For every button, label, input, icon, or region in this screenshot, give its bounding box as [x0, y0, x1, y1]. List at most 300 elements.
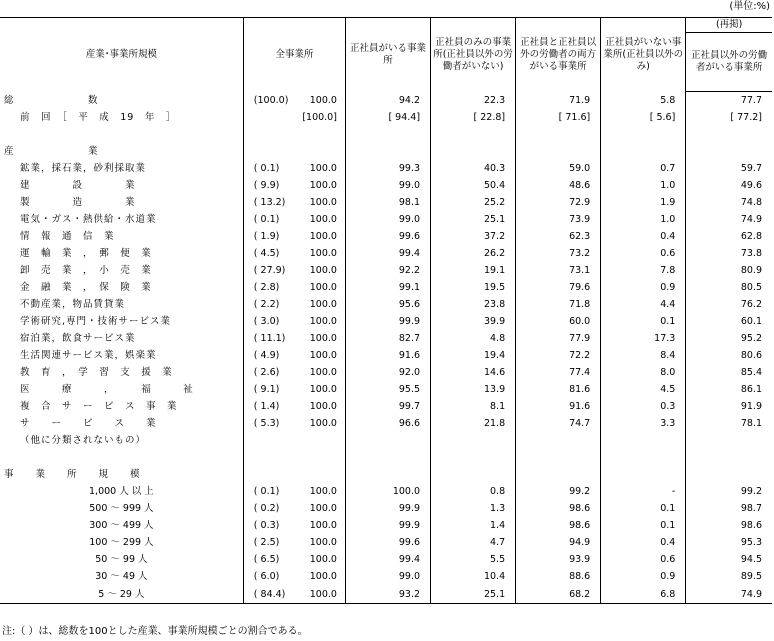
row-share	[243, 432, 293, 449]
row-label-text: 50 ～ 99 人	[95, 554, 148, 565]
row-share: ( 0.2)	[253, 503, 280, 514]
row-label	[0, 245, 243, 262]
row-label	[0, 262, 243, 279]
row-both: 48.6	[516, 177, 601, 194]
row-all-establishments: 100.0	[293, 279, 345, 296]
header-only-regular: 正社員のみの事業所(正社員以外の労働者がいない)	[431, 18, 516, 92]
row-only-regular: 8.1	[431, 398, 516, 415]
row-all-establishments: 100.0	[293, 398, 345, 415]
table-row	[0, 483, 772, 500]
row-all-establishments: 100.0	[293, 364, 345, 381]
row-label	[0, 364, 243, 381]
row-share	[243, 449, 293, 466]
row-no-regular: 17.3	[601, 330, 686, 347]
statistics-table	[0, 17, 772, 604]
row-all-establishments: 100.0	[293, 347, 345, 364]
row-non-regular: 89.5	[740, 571, 762, 582]
row-no-regular: 0.3	[601, 398, 686, 415]
row-share: ( 6.0)	[253, 571, 280, 582]
row-all-establishments: 100.0	[293, 551, 345, 568]
row-all-establishments: 100.0	[293, 517, 345, 534]
table-row	[0, 449, 772, 466]
row-no-regular: 0.9	[601, 568, 686, 585]
row-share: ( 2.8)	[253, 282, 280, 293]
row-label-text: 300 ～ 499 人	[89, 520, 154, 531]
row-both	[516, 449, 601, 466]
table-row	[0, 177, 772, 194]
row-with-regular: 99.0	[345, 568, 430, 585]
row-share: ( 1.9)	[253, 231, 280, 242]
row-non-regular: 77.7	[740, 95, 762, 106]
row-both: 94.9	[516, 534, 601, 551]
row-both	[516, 143, 601, 160]
row-both: 73.1	[516, 262, 601, 279]
row-only-regular: 39.9	[431, 313, 516, 330]
row-label	[0, 415, 243, 432]
row-all-establishments: 100.0	[293, 415, 345, 432]
row-label-text: 100 ～ 299 人	[89, 537, 154, 548]
header-with-regular: 正社員がいる事業所	[345, 18, 430, 92]
row-label-text: 500 ～ 999 人	[89, 503, 154, 514]
row-non-regular: 80.9	[740, 265, 762, 276]
row-all-establishments	[293, 466, 345, 483]
row-both: 81.6	[516, 381, 601, 398]
row-label-text: 事 業 所 規 模	[4, 469, 141, 480]
row-all-establishments: 100.0	[293, 483, 345, 500]
row-non-regular	[686, 143, 772, 160]
table-row	[0, 109, 772, 126]
row-label-text: 1,000 人 以 上	[89, 486, 154, 497]
row-non-regular: 74.9	[686, 585, 772, 604]
row-all-establishments: 100.0	[293, 381, 345, 398]
row-all-establishments: 100.0	[293, 585, 345, 604]
row-only-regular: 23.8	[431, 296, 516, 313]
row-label	[0, 126, 243, 143]
row-non-regular: 74.9	[740, 214, 762, 225]
row-only-regular	[431, 466, 516, 483]
row-label	[0, 483, 243, 500]
row-non-regular: [ 77.2]	[730, 112, 762, 123]
row-with-regular	[345, 449, 430, 466]
row-with-regular: 82.7	[345, 330, 430, 347]
row-with-regular: 91.6	[345, 347, 430, 364]
row-with-regular: 99.1	[345, 279, 430, 296]
row-non-regular: 86.1	[740, 384, 762, 395]
row-no-regular: 1.0	[601, 177, 686, 194]
row-both: 73.2	[516, 245, 601, 262]
row-with-regular: 99.0	[345, 177, 430, 194]
row-label-text: 金 融 業 ， 保 険 業	[20, 282, 152, 293]
row-only-regular: 19.1	[431, 262, 516, 279]
row-both: 60.0	[516, 313, 601, 330]
row-with-regular: 98.1	[345, 194, 430, 211]
row-label	[0, 500, 243, 517]
row-both: [ 71.6]	[516, 109, 601, 126]
row-label-text: サ ー ビ ス 業	[20, 418, 157, 429]
row-only-regular: 0.8	[431, 483, 516, 500]
header-non-regular: 正社員以外の労働者がいる事業所	[686, 33, 772, 92]
row-both: 88.6	[516, 568, 601, 585]
row-label-text: 30 ～ 49 人	[95, 571, 148, 582]
row-no-regular: 0.6	[601, 551, 686, 568]
row-share: ( 0.1)	[253, 486, 280, 497]
row-both	[516, 466, 601, 483]
row-only-regular: 22.3	[431, 92, 516, 110]
row-with-regular	[345, 466, 430, 483]
row-label-text: 卸 売 業 ， 小 売 業	[20, 265, 152, 276]
row-with-regular: 99.9	[345, 313, 430, 330]
row-label	[0, 568, 243, 585]
row-no-regular	[601, 126, 686, 143]
row-label-text: 5 ～ 29 人	[98, 588, 145, 600]
row-both: 74.7	[516, 415, 601, 432]
row-no-regular	[601, 432, 686, 449]
row-label	[0, 534, 243, 551]
row-no-regular: 8.4	[601, 347, 686, 364]
table-row	[0, 126, 772, 143]
row-label	[0, 432, 243, 449]
table-row	[0, 330, 772, 347]
row-both: 77.4	[516, 364, 601, 381]
row-label-text: 総 数	[4, 94, 99, 106]
table-row	[0, 262, 772, 279]
row-no-regular: 5.8	[601, 92, 686, 110]
row-label	[0, 92, 243, 110]
row-both: 79.6	[516, 279, 601, 296]
table-row	[0, 92, 772, 110]
row-no-regular: 0.1	[601, 313, 686, 330]
row-share: ( 5.3)	[253, 418, 280, 429]
row-non-regular: 76.2	[740, 299, 762, 310]
row-share: ( 4.9)	[253, 350, 280, 361]
row-no-regular	[601, 449, 686, 466]
row-only-regular	[431, 143, 516, 160]
row-with-regular: 99.4	[345, 245, 430, 262]
row-share: ( 13.2)	[253, 197, 286, 208]
row-with-regular: 99.9	[345, 517, 430, 534]
row-all-establishments: 100.0	[293, 92, 345, 110]
row-no-regular: 0.4	[601, 228, 686, 245]
row-label	[0, 381, 243, 398]
row-non-regular	[686, 126, 772, 143]
row-with-regular: 99.0	[345, 211, 430, 228]
row-both: 99.2	[516, 483, 601, 500]
row-non-regular: 59.7	[740, 163, 762, 174]
row-share: ( 11.1)	[253, 333, 286, 344]
table-row	[0, 517, 772, 534]
row-with-regular: 92.2	[345, 262, 430, 279]
row-all-establishments: 100.0	[293, 500, 345, 517]
row-label-text: 学術研究,専門・技術サービス業	[20, 316, 172, 327]
row-with-regular: 95.5	[345, 381, 430, 398]
row-label-text: 生活関連サービス業，娯楽業	[20, 350, 157, 361]
table-row	[0, 585, 772, 604]
row-only-regular	[431, 449, 516, 466]
row-no-regular: 3.3	[601, 415, 686, 432]
row-only-regular: 4.7	[431, 534, 516, 551]
row-non-regular: 62.8	[740, 231, 762, 242]
header-industry-size: 産業･事業所規模	[0, 18, 243, 92]
row-non-regular: 95.3	[740, 537, 762, 548]
table-row	[0, 364, 772, 381]
row-only-regular: 21.8	[431, 415, 516, 432]
row-no-regular: 0.1	[601, 517, 686, 534]
row-both: 72.2	[516, 347, 601, 364]
row-only-regular: 25.1	[431, 585, 516, 604]
row-label	[0, 177, 243, 194]
row-no-regular: 0.4	[601, 534, 686, 551]
table-row	[0, 347, 772, 364]
row-no-regular	[601, 143, 686, 160]
row-label	[0, 398, 243, 415]
row-only-regular: 5.5	[431, 551, 516, 568]
row-no-regular: 1.9	[601, 194, 686, 211]
row-share	[243, 126, 293, 143]
row-label	[0, 466, 243, 483]
row-share: ( 9.1)	[253, 384, 280, 395]
row-only-regular: 25.1	[431, 211, 516, 228]
row-all-establishments: 100.0	[293, 194, 345, 211]
table-row	[0, 432, 772, 449]
header-both: 正社員と正社員以外の労働者の両方がいる事業所	[516, 18, 601, 92]
row-non-regular: 49.6	[740, 180, 762, 191]
row-label	[0, 143, 243, 160]
row-both: 59.0	[516, 160, 601, 177]
table-row	[0, 313, 772, 330]
row-both: 93.9	[516, 551, 601, 568]
row-label-text: 複 合 サ ー ビ ス 事 業	[20, 401, 178, 412]
row-with-regular	[345, 143, 430, 160]
row-non-regular: 80.5	[740, 282, 762, 293]
row-no-regular: 7.8	[601, 262, 686, 279]
row-label	[0, 211, 243, 228]
row-both: 91.6	[516, 398, 601, 415]
row-label-text: 前 回 ［ 平 成 19 年 ］	[20, 112, 177, 123]
row-with-regular: 99.3	[345, 160, 430, 177]
row-no-regular	[601, 466, 686, 483]
row-share: ( 9.9)	[253, 180, 280, 191]
row-only-regular: 4.8	[431, 330, 516, 347]
unit-label: (単位:%)	[729, 1, 770, 12]
row-only-regular: 40.3	[431, 160, 516, 177]
row-only-regular: 1.3	[431, 500, 516, 517]
row-label-text: 建 設 業	[20, 180, 136, 191]
row-label-text: 産 業	[4, 146, 99, 157]
table-row	[0, 415, 772, 432]
row-no-regular: 0.7	[601, 160, 686, 177]
row-with-regular: 99.6	[345, 534, 430, 551]
row-no-regular: 0.6	[601, 245, 686, 262]
row-non-regular: 60.1	[740, 316, 762, 327]
row-with-regular: 94.2	[345, 92, 430, 110]
row-with-regular: 100.0	[345, 483, 430, 500]
row-share: ( 0.1)	[253, 214, 280, 225]
table-row	[0, 534, 772, 551]
row-no-regular: 1.0	[601, 211, 686, 228]
row-label-text: 宿泊業，飲食サービス業	[20, 333, 136, 344]
row-non-regular: 99.2	[740, 486, 762, 497]
row-both: 72.9	[516, 194, 601, 211]
row-label-text: 電気・ガス・熱供給・水道業	[20, 214, 157, 225]
row-both: 71.8	[516, 296, 601, 313]
row-both: 73.9	[516, 211, 601, 228]
row-with-regular: 96.6	[345, 415, 430, 432]
row-with-regular: 93.2	[345, 585, 430, 604]
row-non-regular: 85.4	[740, 367, 762, 378]
row-label	[0, 194, 243, 211]
row-only-regular: [ 22.8]	[431, 109, 516, 126]
row-all-establishments: 100.0	[293, 160, 345, 177]
row-only-regular: 13.9	[431, 381, 516, 398]
row-with-regular	[345, 126, 430, 143]
table-body	[0, 92, 772, 604]
row-label	[0, 160, 243, 177]
row-share: ( 3.0)	[253, 316, 280, 327]
row-label-text: 鉱業，採石業，砂利採取業	[20, 163, 147, 174]
row-both: 71.9	[516, 92, 601, 110]
row-non-regular: 80.6	[740, 350, 762, 361]
row-both: 77.9	[516, 330, 601, 347]
table-row	[0, 296, 772, 313]
row-label	[0, 228, 243, 245]
row-all-establishments: 100.0	[293, 296, 345, 313]
row-share: ( 27.9)	[253, 265, 286, 276]
row-no-regular: 6.8	[601, 585, 686, 604]
row-all-establishments: 100.0	[293, 262, 345, 279]
row-non-regular	[686, 449, 772, 466]
row-share: ( 84.4)	[243, 585, 293, 604]
row-with-regular: 99.6	[345, 228, 430, 245]
row-all-establishments	[293, 432, 345, 449]
row-both	[516, 432, 601, 449]
row-all-establishments: 100.0	[293, 330, 345, 347]
row-non-regular	[686, 432, 772, 449]
footnote: 注:（ ）は、総数を100とした産業、事業所規模ごとの割合である。	[2, 626, 308, 637]
row-share: ( 2.5)	[253, 537, 280, 548]
table-row	[0, 381, 772, 398]
table-row	[0, 500, 772, 517]
row-no-regular: 0.9	[601, 279, 686, 296]
row-label-text: 製 造 業	[20, 197, 136, 208]
row-label	[0, 279, 243, 296]
row-label-text: 運 輸 業 ， 郵 便 業	[20, 248, 152, 259]
row-both: 68.2	[516, 585, 601, 604]
row-share: ( 6.5)	[253, 554, 280, 565]
row-no-regular: 0.1	[601, 500, 686, 517]
row-only-regular: 10.4	[431, 568, 516, 585]
row-share: ( 2.6)	[253, 367, 280, 378]
table-row	[0, 398, 772, 415]
row-all-establishments: 100.0	[293, 228, 345, 245]
row-non-regular: 91.9	[740, 401, 762, 412]
table-row	[0, 245, 772, 262]
header-no-regular: 正社員がいない事業所(正社員以外のみ)	[601, 18, 686, 92]
header-saikei: (再掲)	[686, 18, 772, 33]
row-non-regular: 78.1	[740, 418, 762, 429]
table-row	[0, 568, 772, 585]
row-with-regular: 92.0	[345, 364, 430, 381]
row-share	[243, 109, 293, 126]
row-share: (100.0)	[253, 94, 289, 106]
row-label-text: 医 療 ， 福 祉	[20, 384, 194, 395]
row-only-regular: 1.4	[431, 517, 516, 534]
row-label	[0, 313, 243, 330]
row-share	[243, 143, 293, 160]
row-share: ( 0.3)	[253, 520, 280, 531]
row-only-regular: 37.2	[431, 228, 516, 245]
row-label	[0, 449, 243, 466]
row-both: 98.6	[516, 517, 601, 534]
row-label-text: 不動産業，物品賃貸業	[20, 299, 126, 310]
row-non-regular	[686, 466, 772, 483]
row-label-text: （他に分類されないもの）	[20, 435, 147, 446]
row-no-regular: [ 5.6]	[601, 109, 686, 126]
row-with-regular: 95.6	[345, 296, 430, 313]
row-share: ( 0.1)	[253, 163, 280, 174]
row-label	[0, 517, 243, 534]
row-label-text: 教 育 ， 学 習 支 援 業	[20, 367, 173, 378]
row-all-establishments	[293, 143, 345, 160]
row-only-regular	[431, 432, 516, 449]
row-label	[0, 296, 243, 313]
row-no-regular: 4.5	[601, 381, 686, 398]
row-all-establishments: 100.0	[293, 313, 345, 330]
row-only-regular: 19.4	[431, 347, 516, 364]
row-share: ( 4.5)	[253, 248, 280, 259]
table-row	[0, 466, 772, 483]
table-header	[0, 18, 772, 92]
row-with-regular	[345, 432, 430, 449]
table-row	[0, 279, 772, 296]
table-row	[0, 228, 772, 245]
row-all-establishments: 100.0	[293, 534, 345, 551]
row-only-regular: 50.4	[431, 177, 516, 194]
row-all-establishments	[293, 449, 345, 466]
row-non-regular: 95.2	[740, 333, 762, 344]
row-non-regular: 73.8	[740, 248, 762, 259]
row-with-regular: 99.7	[345, 398, 430, 415]
table-row	[0, 194, 772, 211]
row-share: ( 2.2)	[253, 299, 280, 310]
row-label	[0, 551, 243, 568]
row-only-regular	[431, 126, 516, 143]
row-label	[0, 347, 243, 364]
table-row	[0, 551, 772, 568]
row-only-regular: 14.6	[431, 364, 516, 381]
row-both: 98.6	[516, 500, 601, 517]
table-row	[0, 211, 772, 228]
row-all-establishments: 100.0	[293, 177, 345, 194]
row-with-regular: [ 94.4]	[345, 109, 430, 126]
row-only-regular: 26.2	[431, 245, 516, 262]
row-label	[0, 109, 243, 126]
row-label	[0, 330, 243, 347]
row-label	[0, 585, 243, 604]
row-both: 62.3	[516, 228, 601, 245]
row-share	[243, 466, 293, 483]
row-share: ( 1.4)	[253, 401, 280, 412]
row-non-regular: 94.5	[740, 554, 762, 565]
row-with-regular: 99.4	[345, 551, 430, 568]
row-non-regular: 98.6	[740, 520, 762, 531]
row-all-establishments	[293, 126, 345, 143]
row-both	[516, 126, 601, 143]
table-row	[0, 143, 772, 160]
table-row	[0, 160, 772, 177]
row-label-text: 情 報 通 信 業	[20, 231, 115, 242]
row-no-regular: -	[601, 483, 686, 500]
row-all-establishments: [100.0]	[293, 109, 345, 126]
